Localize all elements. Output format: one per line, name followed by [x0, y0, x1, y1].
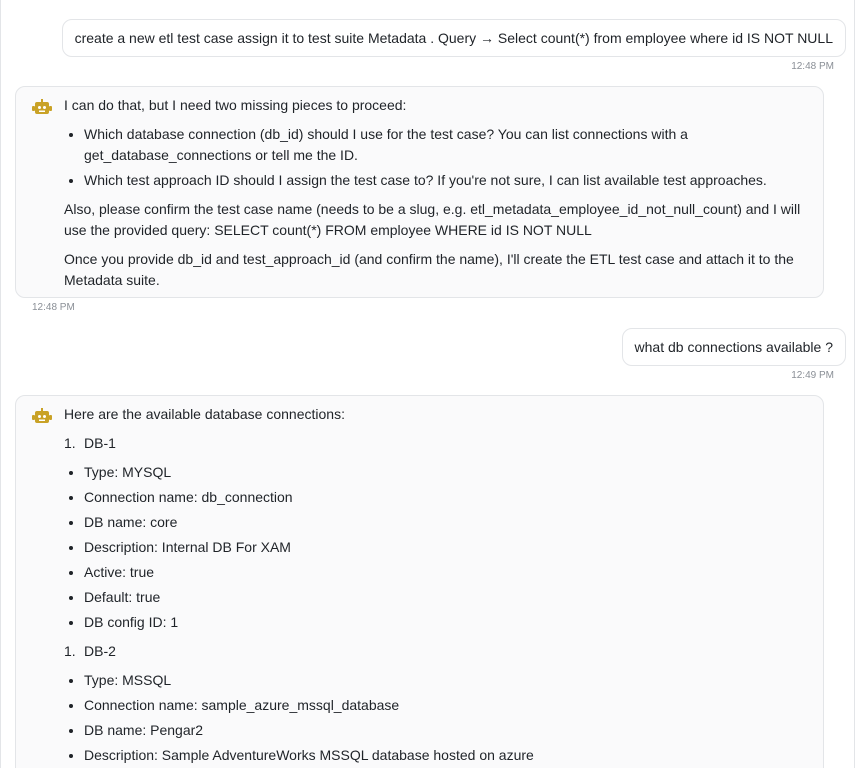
message-time: 12:49 PM — [791, 370, 834, 381]
connection-heading — [64, 641, 811, 662]
list-item: • Active: true — [84, 562, 811, 583]
assistant-paragraph: Also, please confirm the test case name (needs to be a slug, e.g. etl_metadata_employee_id_not_null_count) and I will use the provided query: SELECT count(*) FROM employee WHERE id IS NOT NULL — [64, 201, 801, 238]
list-item: • DB config ID: 1 — [84, 612, 811, 633]
assistant-intro: I can do that, but I need two missing pieces to proceed: — [64, 97, 407, 113]
connection-details — [64, 670, 811, 766]
connection-name: DB-1 — [84, 435, 116, 451]
list-item: • DB name: core — [84, 512, 811, 533]
user-message — [622, 328, 846, 381]
list-number: 1. — [64, 643, 76, 659]
assistant-paragraph: Once you provide db_id and test_approach_id (and confirm the name), I'll create the ETL test case and attach it to the Metadata suite. — [64, 251, 794, 288]
connection-name: DB-2 — [84, 643, 116, 659]
list-item: • Which database connection (db_id) should I use for the test case? You can list connections with a get_database_connections or tell me the ID. — [84, 124, 811, 166]
list-item: • Description: Internal DB For XAM — [84, 537, 811, 558]
user-message — [62, 19, 846, 72]
list-item: • Default: true — [84, 587, 811, 608]
list-item: • Type: MYSQL — [84, 462, 811, 483]
connection-heading — [64, 433, 811, 454]
user-message-bubble: create a new etl test case assign it to test suite Metadata . Query → Select count(*) from employee where id IS NOT NULL — [62, 19, 846, 57]
list-number: 1. — [64, 435, 76, 451]
assistant-message — [15, 86, 824, 298]
list-item: • Type: MSSQL — [84, 670, 811, 691]
list-item: • Which test approach ID should I assign the test case to? If you're not sure, I can list available test approaches. — [84, 170, 811, 191]
robot-icon — [32, 408, 52, 426]
list-item: • DB name: Pengar2 — [84, 720, 811, 741]
question-list — [64, 124, 811, 191]
list-item: • Description: Sample AdventureWorks MSSQL database hosted on azure — [84, 745, 811, 766]
assistant-intro: Here are the available database connections: — [64, 406, 345, 422]
message-time: 12:48 PM — [791, 61, 834, 72]
list-item: • Connection name: db_connection — [84, 487, 811, 508]
connection-details — [64, 462, 811, 633]
message-time: 12:48 PM — [32, 302, 75, 313]
assistant-message — [15, 395, 824, 768]
user-message-bubble: what db connections available ? — [622, 328, 846, 366]
robot-icon — [32, 99, 52, 117]
list-item: • Connection name: sample_azure_mssql_database — [84, 695, 811, 716]
